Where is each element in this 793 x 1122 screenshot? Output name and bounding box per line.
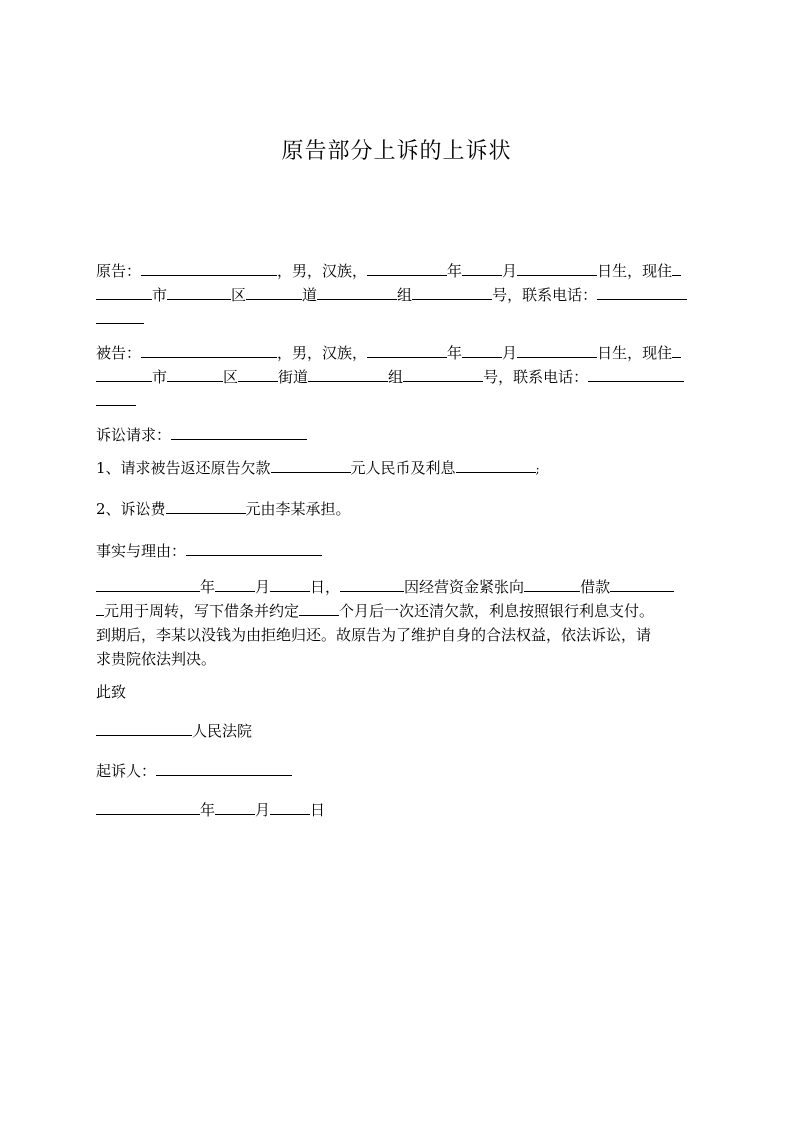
claim-item-1 bbox=[96, 456, 540, 481]
plaintiff-residence-blank[interactable] bbox=[672, 260, 681, 276]
defendant-residence-blank[interactable] bbox=[672, 342, 681, 358]
defendant-city-text: 市 bbox=[152, 368, 168, 386]
claim-1-interest-blank[interactable] bbox=[456, 457, 536, 473]
claim-1-text: 1、请求被告返还原告欠款 bbox=[96, 459, 271, 477]
facts-line2b-text: 个月后一次还清欠款，利息按照银行利息支付。 bbox=[339, 602, 655, 620]
court-text: 人民法院 bbox=[192, 722, 253, 740]
date-year-blank[interactable] bbox=[96, 799, 200, 815]
claims-heading bbox=[96, 423, 307, 447]
claim-2-text: 2、诉讼费 bbox=[96, 500, 166, 518]
court-name-blank[interactable] bbox=[96, 720, 192, 736]
facts-line2-text: 元用于周转，写下借条并约定 bbox=[104, 602, 300, 620]
plaintiff-birth-year-blank[interactable] bbox=[367, 260, 447, 276]
plaintiff-name-blank[interactable] bbox=[141, 260, 277, 276]
defendant-month-text: 月 bbox=[502, 344, 518, 362]
facts-paragraph bbox=[96, 575, 699, 671]
defendant-phone-blank-cont[interactable] bbox=[96, 390, 136, 406]
facts-borrower-blank[interactable] bbox=[340, 576, 404, 592]
defendant-number-blank[interactable] bbox=[403, 366, 483, 382]
defendant-birth-year-blank[interactable] bbox=[367, 342, 447, 358]
defendant-phone-blank[interactable] bbox=[588, 366, 684, 382]
facts-lender-blank[interactable] bbox=[524, 576, 580, 592]
claim-2-bearer-text: 元由李某承担。 bbox=[245, 500, 351, 518]
defendant-name-blank[interactable] bbox=[141, 342, 277, 358]
court-line bbox=[96, 719, 252, 743]
defendant-group-blank[interactable] bbox=[308, 366, 388, 382]
plaintiff-phone-blank-cont[interactable] bbox=[96, 308, 144, 324]
defendant-section bbox=[96, 341, 699, 413]
defendant-district-text: 区 bbox=[223, 368, 239, 386]
defendant-label: 被告： bbox=[96, 344, 142, 362]
facts-blank[interactable] bbox=[186, 540, 322, 556]
plaintiff-signature-blank[interactable] bbox=[156, 760, 292, 776]
date-year-text: 年 bbox=[200, 801, 216, 819]
plaintiff-section bbox=[96, 259, 699, 331]
defendant-gender-text: ，男，汉族， bbox=[277, 344, 368, 362]
plaintiff-road-text: 道 bbox=[302, 286, 318, 304]
document-title: 原告部分上诉的上诉状 bbox=[281, 139, 512, 164]
plaintiff-group-blank[interactable] bbox=[317, 284, 397, 300]
facts-reason-text: 因经营资金紧张向 bbox=[404, 578, 525, 596]
plaintiff-residence-text: 日生，现住 bbox=[597, 262, 673, 280]
regards-text: 此致 bbox=[96, 683, 127, 701]
date-day-text: 日 bbox=[310, 801, 326, 819]
facts-line4-text: 求贵院依法判决。 bbox=[96, 650, 217, 668]
plaintiff-month-text: 月 bbox=[502, 262, 518, 280]
plaintiff-district-blank[interactable] bbox=[167, 284, 231, 300]
plaintiff-phone-text: 号，联系电话： bbox=[492, 286, 598, 304]
defendant-birth-day-blank[interactable] bbox=[517, 342, 597, 358]
facts-label: 事实与理由： bbox=[96, 542, 187, 560]
claim-2-fee-blank[interactable] bbox=[166, 498, 246, 514]
claims-blank[interactable] bbox=[171, 424, 307, 440]
facts-borrow-text: 借款 bbox=[580, 578, 611, 596]
facts-months-blank[interactable] bbox=[299, 600, 339, 616]
plaintiff-signature-label: 起诉人： bbox=[96, 762, 157, 780]
date-month-text: 月 bbox=[255, 801, 271, 819]
defendant-residence-text: 日生，现住 bbox=[597, 344, 673, 362]
facts-month-blank[interactable] bbox=[215, 576, 255, 592]
defendant-street-text: 街道 bbox=[278, 368, 309, 386]
facts-day-blank[interactable] bbox=[270, 576, 310, 592]
defendant-group-text: 组 bbox=[388, 368, 404, 386]
claims-label: 诉讼请求： bbox=[96, 426, 172, 444]
plaintiff-phone-blank[interactable] bbox=[597, 284, 687, 300]
plaintiff-city-text: 市 bbox=[152, 286, 168, 304]
facts-month-text: 月 bbox=[255, 578, 271, 596]
date-month-blank[interactable] bbox=[215, 799, 255, 815]
plaintiff-label: 原告： bbox=[96, 262, 142, 280]
defendant-district-blank[interactable] bbox=[167, 366, 223, 382]
claim-item-2 bbox=[96, 497, 351, 521]
facts-year-text: 年 bbox=[200, 578, 216, 596]
plaintiff-gender-text: ，男，汉族， bbox=[277, 262, 368, 280]
facts-line3-text: 到期后，李某以没钱为由拒绝归还。故原告为了维护自身的合法权益，依法诉讼，请 bbox=[96, 626, 652, 644]
defendant-city-blank[interactable] bbox=[96, 366, 152, 382]
defendant-street-blank[interactable] bbox=[238, 366, 278, 382]
plaintiff-group-text: 组 bbox=[397, 286, 413, 304]
plaintiff-district-text: 区 bbox=[231, 286, 247, 304]
plaintiff-birth-day-blank[interactable] bbox=[517, 260, 597, 276]
claim-1-semicolon: ; bbox=[535, 462, 540, 476]
defendant-year-text: 年 bbox=[447, 344, 463, 362]
facts-year-blank[interactable] bbox=[96, 576, 200, 592]
claim-1-interest-text: 元人民币及利息 bbox=[350, 459, 456, 477]
date-day-blank[interactable] bbox=[270, 799, 310, 815]
facts-heading bbox=[96, 539, 322, 563]
date-line bbox=[96, 798, 325, 822]
plaintiff-signature-line bbox=[96, 759, 292, 783]
defendant-birth-month-blank[interactable] bbox=[462, 342, 502, 358]
plaintiff-road-blank[interactable] bbox=[246, 284, 302, 300]
plaintiff-year-text: 年 bbox=[447, 262, 463, 280]
defendant-phone-text: 号，联系电话： bbox=[483, 368, 589, 386]
facts-amount-blank[interactable] bbox=[610, 576, 674, 592]
plaintiff-number-blank[interactable] bbox=[412, 284, 492, 300]
plaintiff-city-blank[interactable] bbox=[96, 284, 152, 300]
facts-amount-blank-cont[interactable] bbox=[96, 600, 104, 616]
claim-1-amount-blank[interactable] bbox=[271, 457, 351, 473]
plaintiff-birth-month-blank[interactable] bbox=[462, 260, 502, 276]
facts-day-text: 日， bbox=[310, 578, 341, 596]
